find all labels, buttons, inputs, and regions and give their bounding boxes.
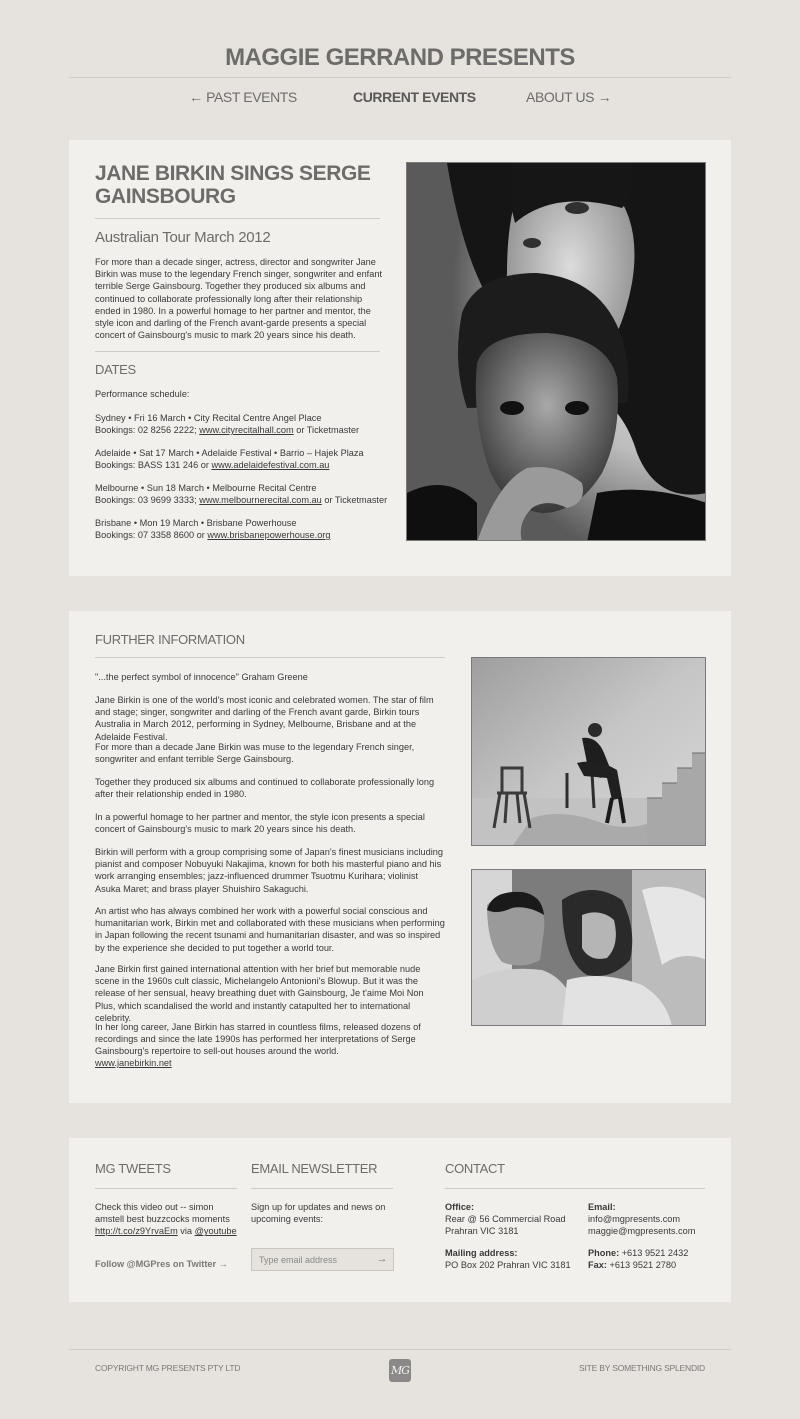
tweet-via: via bbox=[177, 1226, 195, 1237]
tweet-text: Check this video out -- simon amstell best buzzcocks moments bbox=[95, 1202, 230, 1225]
office-address bbox=[445, 1201, 580, 1238]
info-paragraph: Birkin will perform with a group comprising some of Japan's finest musicians including pianist and composer Nobuyuki Nakajima, known for both his masterful piano and his work arranging ensembles; jazz-influenced drummer Tsuotmu Kurihara; violinist Asuka Maret; and brass player Shuishiro Sakaguchi. bbox=[95, 847, 443, 894]
newsletter-text: Sign up for updates and news on upcoming events: bbox=[251, 1202, 386, 1225]
booking-line bbox=[95, 459, 395, 471]
dates-heading: DATES bbox=[95, 362, 136, 377]
portrait-image bbox=[407, 163, 706, 541]
booking-line bbox=[95, 529, 395, 541]
event-subtitle: Australian Tour March 2012 bbox=[95, 229, 271, 246]
email-address[interactable]: info@mgpresents.com bbox=[588, 1214, 681, 1225]
booking-line bbox=[95, 494, 395, 506]
booking-text: Bookings: 02 8256 2222; bbox=[95, 425, 200, 436]
bottom-divider bbox=[69, 1349, 731, 1350]
dates-intro: Performance schedule: bbox=[95, 389, 190, 399]
booking-link-melbourne[interactable]: www.melbournerecital.com.au bbox=[199, 495, 322, 506]
site-credit-link[interactable]: SITE BY SOMETHING SPLENDID bbox=[579, 1363, 705, 1373]
fax-label: Fax: bbox=[588, 1260, 607, 1271]
booking-line bbox=[95, 424, 395, 436]
info-paragraph: In her long career, Jane Birkin has starred in countless films, released dozens of recordings and since the late 1990s has performed her interpretations of Serge Gainsbourg's repertoire to sell-out houses around the world. bbox=[95, 1022, 421, 1057]
newsletter-submit-button[interactable]: → bbox=[376, 1253, 388, 1265]
mailing-address bbox=[445, 1247, 585, 1271]
tweet-item bbox=[95, 1201, 240, 1238]
contact-heading: CONTACT bbox=[445, 1161, 505, 1176]
phone-line bbox=[588, 1247, 718, 1259]
info-paragraph: For more than a decade Jane Birkin was muse to the legendary French singer, songwriter and enfant terrible Serge Gainsbourg. bbox=[95, 742, 415, 765]
further-divider bbox=[95, 657, 445, 658]
nav-about-us[interactable]: ABOUT US → bbox=[526, 89, 612, 105]
header-divider bbox=[69, 77, 731, 78]
newsletter-divider bbox=[251, 1188, 393, 1189]
tweet-link[interactable]: http://t.co/z9YrvaEm bbox=[95, 1226, 178, 1237]
booking-text: Bookings: BASS 131 246 or bbox=[95, 460, 212, 471]
janebirkin-link[interactable]: www.janebirkin.net bbox=[95, 1058, 172, 1068]
booking-text: or Ticketmaster bbox=[321, 495, 388, 506]
phone-label: Phone: bbox=[588, 1248, 620, 1258]
booking-link-brisbane[interactable]: www.brisbanepowerhouse.org bbox=[207, 530, 331, 541]
event-title: JANE BIRKIN SINGS SERGE GAINSBOURG bbox=[95, 162, 371, 208]
mailing-label: Mailing address: bbox=[445, 1248, 518, 1258]
date-melbourne bbox=[95, 482, 395, 506]
office-line: Prahran VIC 3181 bbox=[445, 1226, 519, 1237]
dates-divider bbox=[95, 351, 380, 352]
email-address[interactable]: maggie@mgpresents.com bbox=[588, 1226, 696, 1237]
event-photo-portrait bbox=[406, 162, 706, 541]
further-info-heading: FURTHER INFORMATION bbox=[95, 632, 245, 647]
date-line: Adelaide • Sat 17 March • Adelaide Festival • Barrio – Hajek Plaza bbox=[95, 448, 364, 458]
office-line: Rear @ 56 Commercial Road bbox=[445, 1214, 566, 1225]
tweet-handle-link[interactable]: @youtube bbox=[194, 1226, 237, 1237]
tweets-divider bbox=[95, 1188, 237, 1189]
email-label: Email: bbox=[588, 1202, 616, 1212]
fax-line bbox=[588, 1259, 718, 1271]
info-paragraph: Together they produced six albums and continued to collaborate professionally long after their relationship ended in 1980. bbox=[95, 777, 435, 800]
mailing-line: PO Box 202 Prahran VIC 3181 bbox=[445, 1260, 571, 1271]
info-paragraph: An artist who has always combined her work with a powerful social conscious and humanitarian work, Birkin met and collaborated with these musicians when performing in Japan following the recent tsunami and humanitarian disaster, and was so inspired by the experience she decided to put together a world tour. bbox=[95, 906, 445, 953]
follow-twitter-link[interactable]: Follow @MGPres on Twitter → bbox=[95, 1259, 228, 1269]
info-paragraph: In a powerful homage to her partner and mentor, the style icon presents a special concert of Gainsbourg's music to mark 20 years since his death. bbox=[95, 812, 425, 835]
date-line: Melbourne • Sun 18 March • Melbourne Recital Centre bbox=[95, 483, 317, 493]
date-adelaide bbox=[95, 447, 395, 471]
event-description: For more than a decade singer, actress, director and songwriter Jane Birkin was muse to the legendary French singer, songwriter and enfant terrible Serge Gainsbourg. Together they produced six albums and continued to collaborate professionally long after their relationship ended in 1980. In a powerful homage to her partner and mentor, the style icon and darling of the French avant-garde presents a special concert of Gainsbourg's music to mark 20 years since his death. bbox=[95, 257, 383, 341]
nav-current-events[interactable]: CURRENT EVENTS bbox=[353, 89, 476, 105]
title-divider bbox=[95, 218, 380, 219]
info-paragraph: Jane Birkin first gained international attention with her brief but memorable nude scene in the 1960s cult classic, Michelangelo Antonioni's Blowup. But it was the release of her sensual, heavy breathing duet with Gainsbourg, Je t'aime Moi Non Plus, which scandalised the world and instantly catapulted her to international celebrity. bbox=[95, 964, 424, 1023]
booking-text: or Ticketmaster bbox=[293, 425, 360, 436]
phone-number: +613 9521 2432 bbox=[619, 1248, 689, 1258]
contact-divider bbox=[445, 1188, 705, 1189]
mg-logo[interactable]: MG bbox=[389, 1359, 411, 1382]
fax-number: +613 9521 2780 bbox=[606, 1260, 677, 1271]
main-nav bbox=[0, 89, 800, 109]
booking-link-sydney[interactable]: www.cityrecitalhall.com bbox=[199, 425, 294, 436]
photo-birkin-sitting bbox=[471, 657, 706, 846]
quote-paragraph: "...the perfect symbol of innocence" Graham Greene bbox=[95, 672, 308, 682]
date-line: Sydney • Fri 16 March • City Recital Centre Angel Place bbox=[95, 413, 322, 423]
contact-email bbox=[588, 1201, 718, 1238]
booking-text: Bookings: 03 9699 3333; bbox=[95, 495, 200, 506]
couple-image bbox=[472, 870, 706, 1026]
photo-birkin-gainsbourg bbox=[471, 869, 706, 1026]
sitting-image bbox=[472, 658, 706, 846]
office-label: Office: bbox=[445, 1202, 475, 1212]
newsletter-heading: EMAIL NEWSLETTER bbox=[251, 1161, 378, 1176]
date-sydney bbox=[95, 412, 395, 436]
info-paragraph: Jane Birkin is one of the world's most iconic and celebrated women. The star of film and stage; singer, songwriter and darling of the French avant garde, Birkin tours Australia in March 2012, performing in Sydney, Melbourne, Brisbane and at the Adelaide Festival. bbox=[95, 695, 434, 742]
nav-past-events[interactable]: ← PAST EVENTS bbox=[189, 89, 297, 105]
date-brisbane bbox=[95, 517, 395, 541]
contact-phone bbox=[588, 1247, 718, 1271]
booking-text: Bookings: 07 3358 8600 or bbox=[95, 530, 208, 541]
date-line: Brisbane • Mon 19 March • Brisbane Powerhouse bbox=[95, 518, 297, 528]
copyright-text: COPYRIGHT MG PRESENTS PTY LTD bbox=[95, 1363, 241, 1373]
site-title[interactable]: MAGGIE GERRAND PRESENTS bbox=[225, 44, 575, 71]
tweets-heading: MG TWEETS bbox=[95, 1161, 171, 1176]
booking-link-adelaide[interactable]: www.adelaidefestival.com.au bbox=[211, 460, 330, 471]
